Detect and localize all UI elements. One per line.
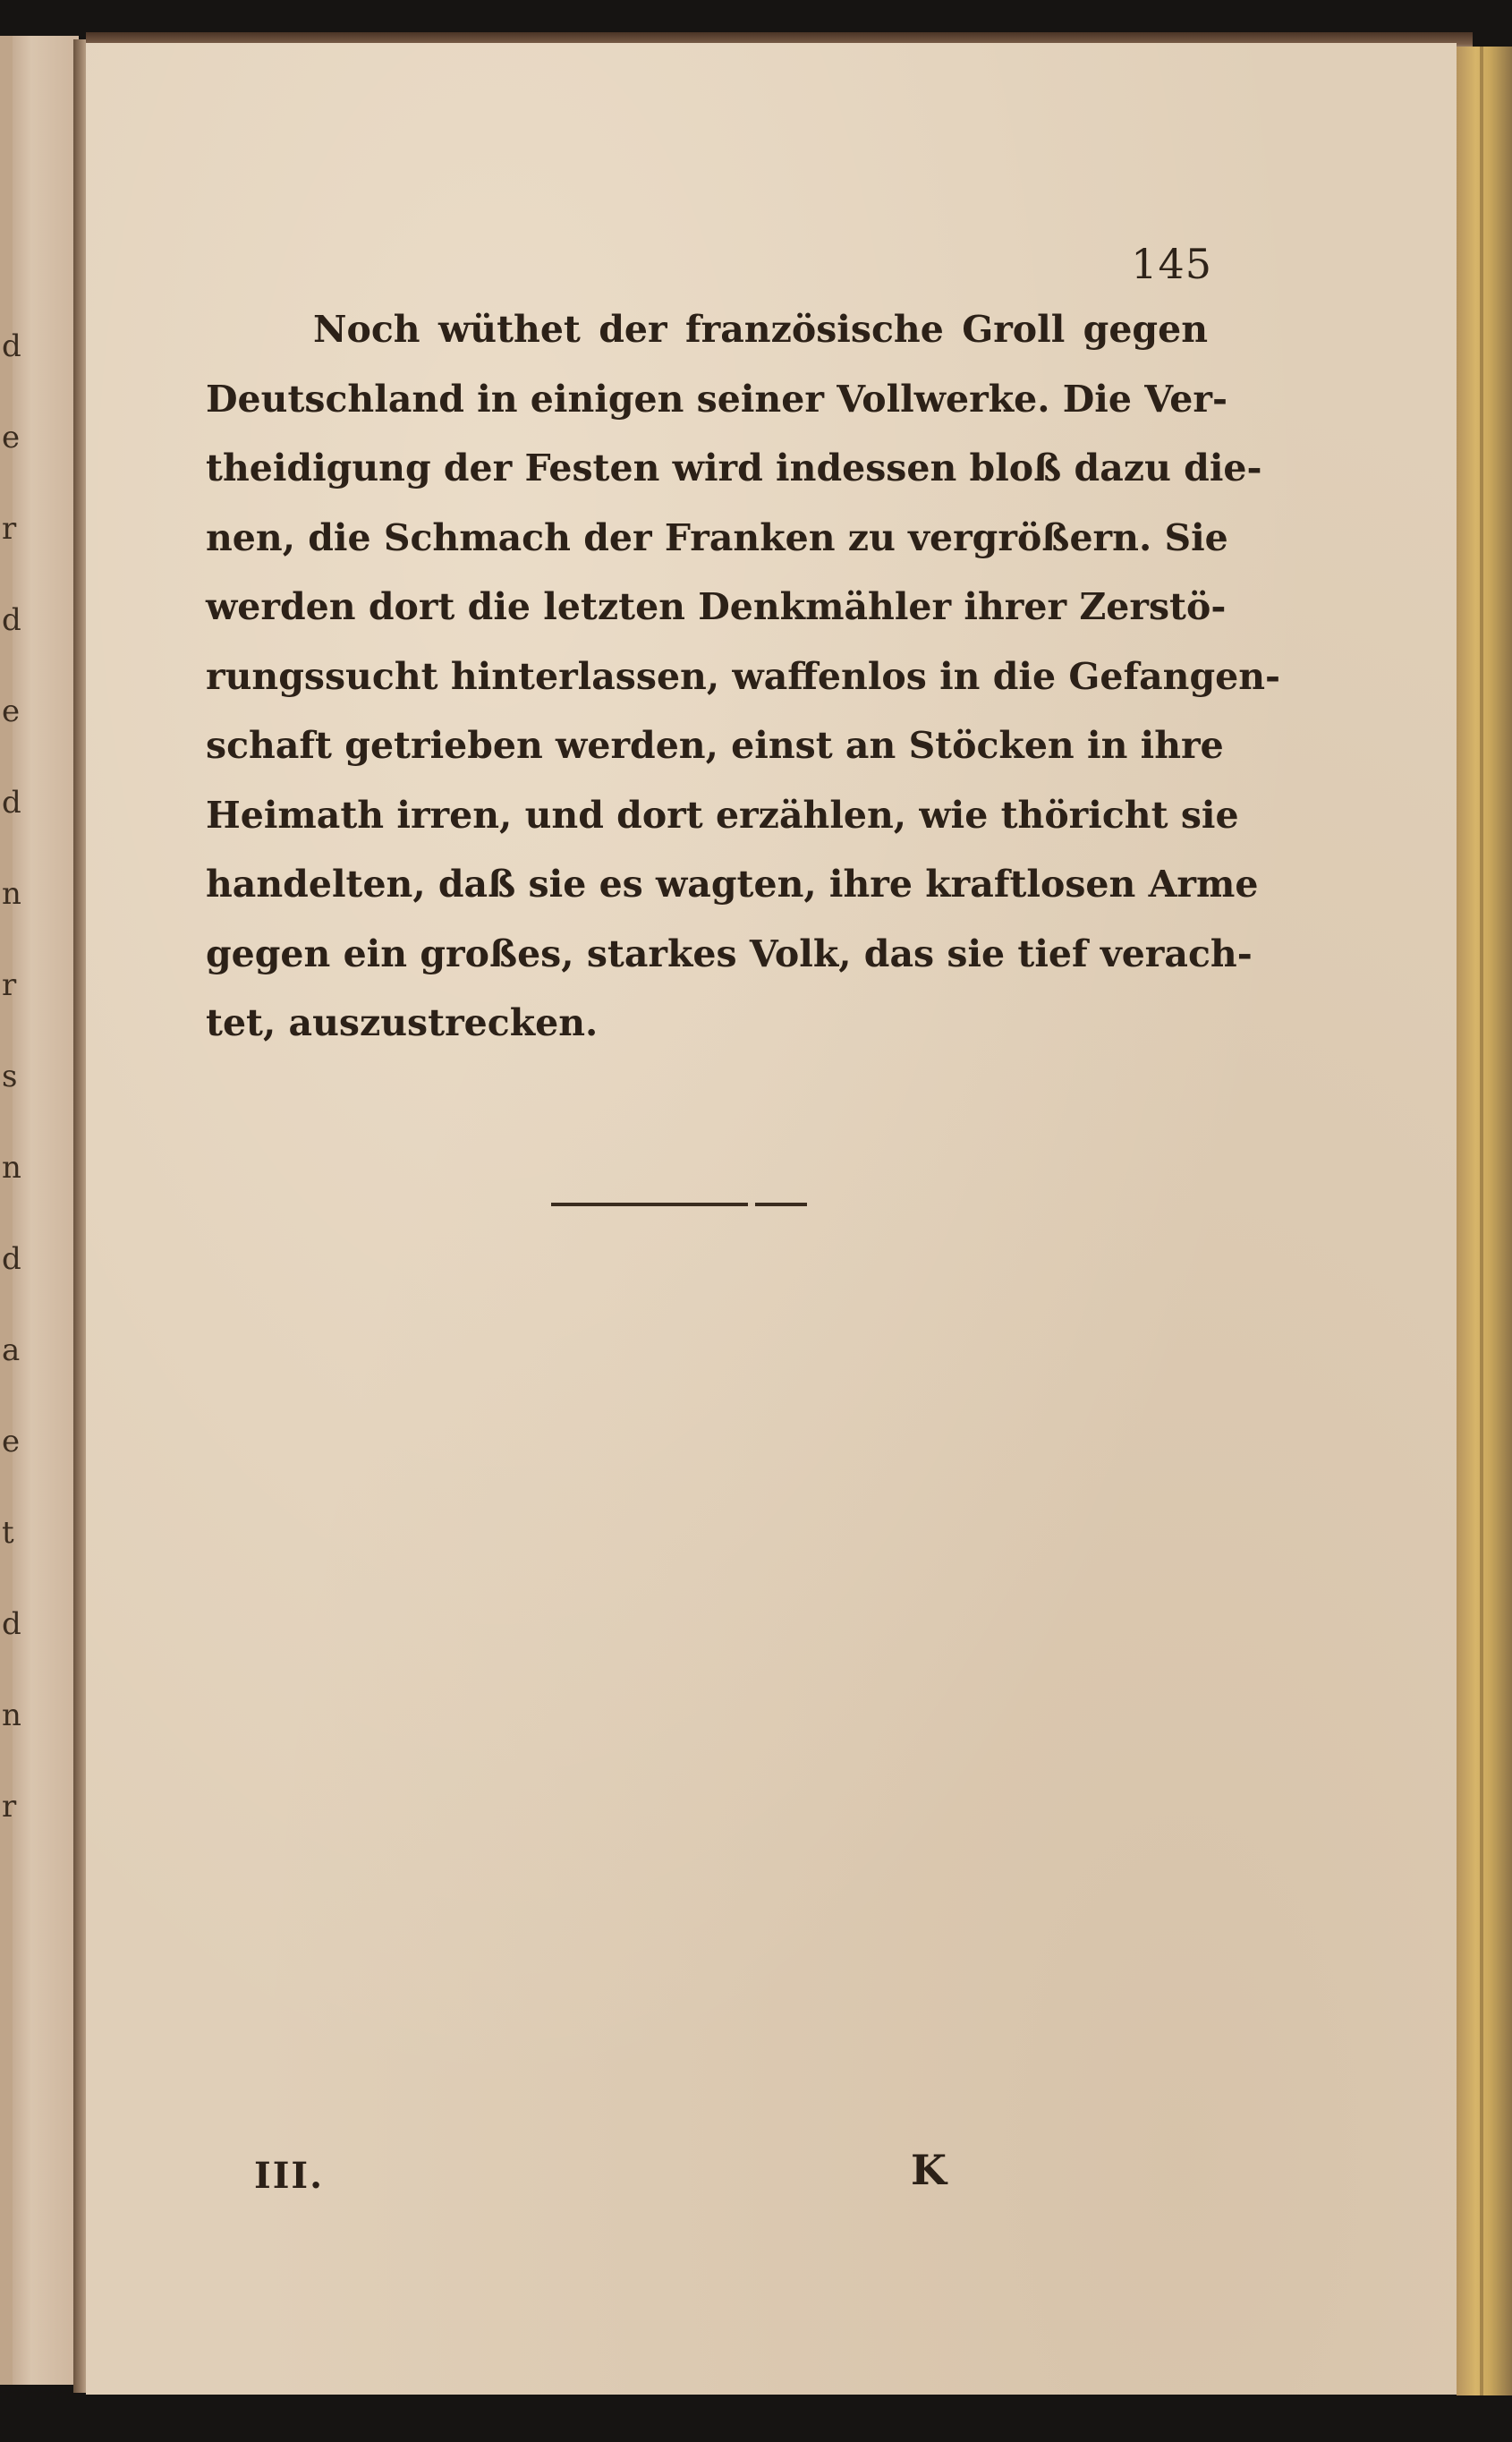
body-paragraph — [206, 295, 1281, 1059]
fragment: e — [2, 420, 21, 455]
catchword: K — [911, 2146, 947, 2194]
signature-mark: III. — [254, 2155, 325, 2197]
fragment: t — [2, 1515, 14, 1551]
fragment: d — [2, 328, 21, 364]
text-line: gegen ein großes, starkes Volk, das sie tief verach- — [206, 932, 1253, 975]
previous-page-margin — [0, 36, 79, 2385]
fragment: d — [2, 602, 21, 638]
fragment: a — [2, 1332, 21, 1368]
fragment: e — [2, 1424, 21, 1459]
text-line: rungssucht hinterlassen, waffenlos in die Gefangen- — [206, 654, 1281, 698]
text-line: Noch wüthet der französische Groll gegen — [313, 308, 1208, 351]
text-line: theidigung der Festen wird indessen bloß dazu die- — [206, 447, 1262, 489]
text-line: handelten, daß sie es wagten, ihre kraftlosen Arme — [206, 863, 1259, 906]
fragment: n — [2, 1697, 21, 1733]
fragment: r — [2, 967, 17, 1003]
fragment: d — [2, 1241, 21, 1277]
text-line: werden dort die letzten Denkmähler ihrer Zerstö- — [206, 585, 1227, 628]
fragment: d — [2, 1606, 21, 1642]
page-number: 145 — [1131, 240, 1212, 288]
section-divider — [551, 1203, 807, 1206]
fragment: r — [2, 511, 17, 547]
fragment: d — [2, 785, 21, 821]
text-line: nen, die Schmach der Franken zu vergrößern. Sie — [206, 515, 1228, 559]
fore-edge — [1457, 47, 1512, 2395]
fragment: s — [2, 1059, 18, 1094]
text-line: Heimath irren, und dort erzählen, wie thöricht sie — [206, 793, 1239, 837]
text-line: Deutschland in einigen seiner Vollwerke. Die Ver- — [206, 377, 1227, 421]
text-line: schaft getrieben werden, einst an Stöcken in ihre — [206, 724, 1224, 767]
fragment: r — [2, 1789, 17, 1825]
fragment: e — [2, 693, 21, 729]
text-line: tet, auszustrecken. — [206, 1001, 599, 1044]
fragment: n — [2, 876, 21, 912]
previous-page-fragments — [2, 328, 23, 1883]
fragment: n — [2, 1150, 21, 1186]
